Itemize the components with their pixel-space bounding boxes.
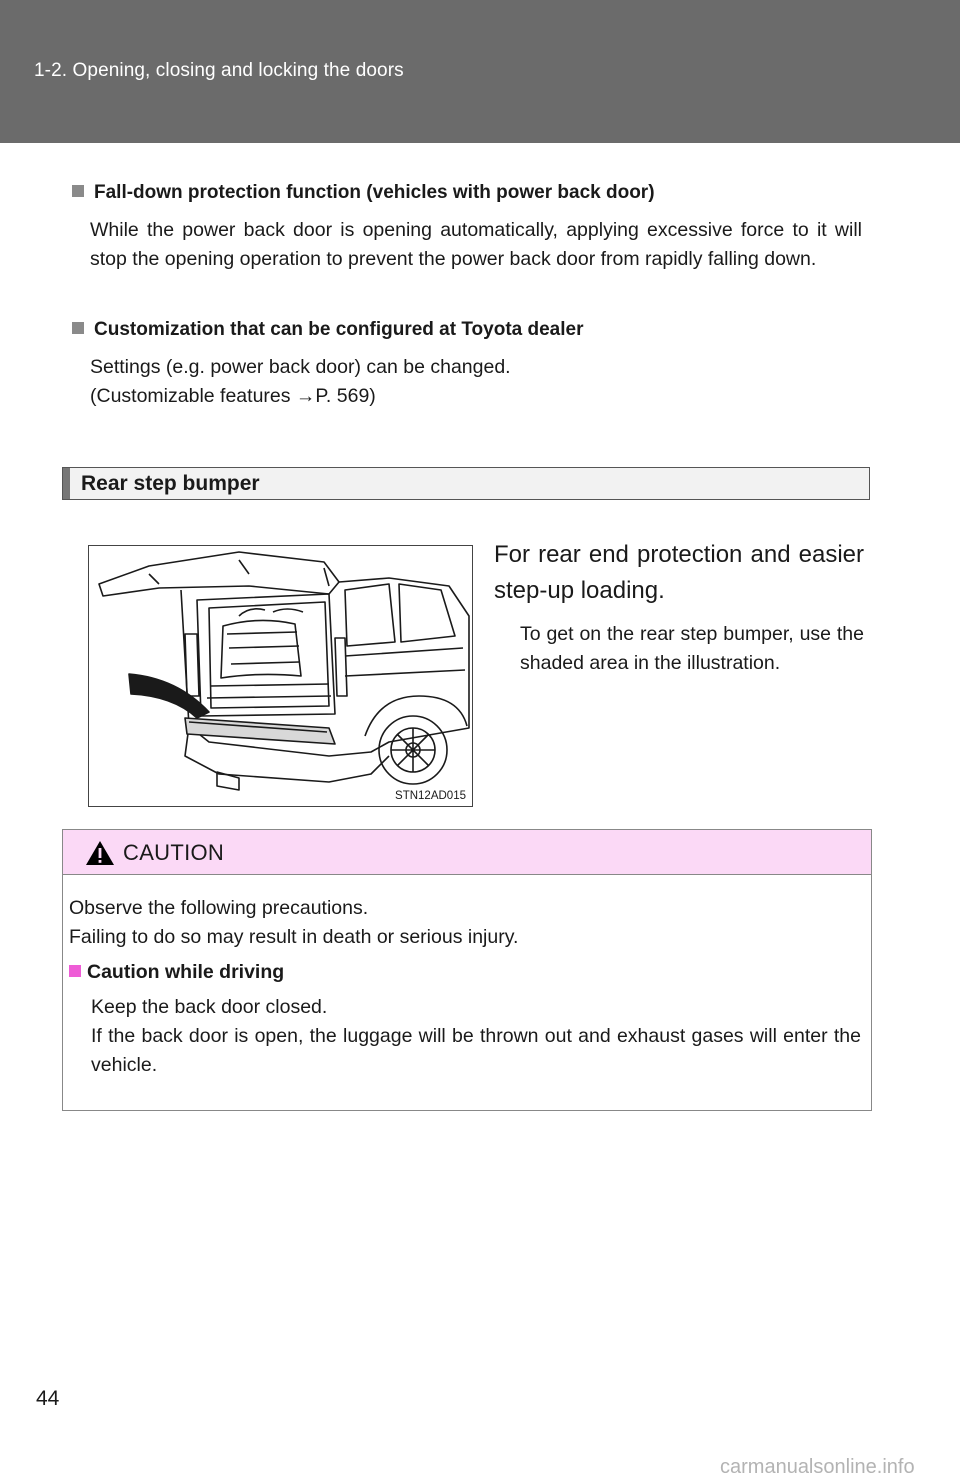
fall-down-section	[72, 182, 862, 274]
customization-title-text: Customization that can be configured at Toyota dealer	[94, 319, 584, 340]
watermark: carmanualsonline.info	[720, 1456, 915, 1478]
caution-header	[63, 830, 871, 875]
square-bullet-icon	[72, 185, 84, 197]
fall-down-title-text: Fall-down protection function (vehicles with power back door)	[94, 182, 655, 203]
caution-sub-line-1: Keep the back door closed.	[91, 996, 328, 1018]
caution-sub-line-2: If the back door is open, the luggage will be thrown out and exhaust gases will enter the vehicle.	[91, 1025, 861, 1076]
page-number: 44	[36, 1387, 60, 1410]
fall-down-body: While the power back door is opening automatically, applying excessive force to it will stop the opening operation to prevent the power back door from rapidly falling down.	[90, 219, 862, 270]
caution-line-1: Observe the following precautions.	[69, 897, 369, 919]
caution-box	[62, 829, 872, 1111]
section-title: Rear step bumper	[81, 472, 260, 495]
note-text: To get on the rear step bumper, use the shaded area in the illustration.	[520, 623, 864, 674]
caution-line-2: Failing to do so may result in death or serious injury.	[69, 926, 519, 948]
vehicle-rear-illustration-icon	[89, 546, 472, 806]
section-heading	[62, 467, 870, 500]
section-accent	[63, 468, 70, 499]
square-bullet-icon	[72, 322, 84, 334]
rear-step-bumper-figure	[88, 545, 473, 807]
customization-line-1: Settings (e.g. power back door) can be changed.	[90, 356, 511, 378]
pink-square-bullet-icon	[69, 965, 81, 977]
lead-text: For rear end protection and easier step-up loading.	[494, 541, 864, 604]
warning-triangle-icon	[85, 840, 115, 866]
figure-code: STN12AD015	[395, 790, 466, 802]
customization-section	[72, 319, 862, 411]
customization-title	[72, 319, 862, 341]
breadcrumb: 1-2. Opening, closing and locking the doors	[34, 60, 404, 81]
fall-down-title	[72, 182, 862, 204]
caution-subtitle-text: Caution while driving	[87, 961, 285, 983]
caution-subtitle	[69, 958, 861, 987]
page-header	[0, 0, 960, 143]
customization-line-2: (Customizable features →P. 569)	[90, 385, 376, 407]
caution-body	[69, 894, 861, 1080]
caution-label: CAUTION	[123, 840, 225, 865]
